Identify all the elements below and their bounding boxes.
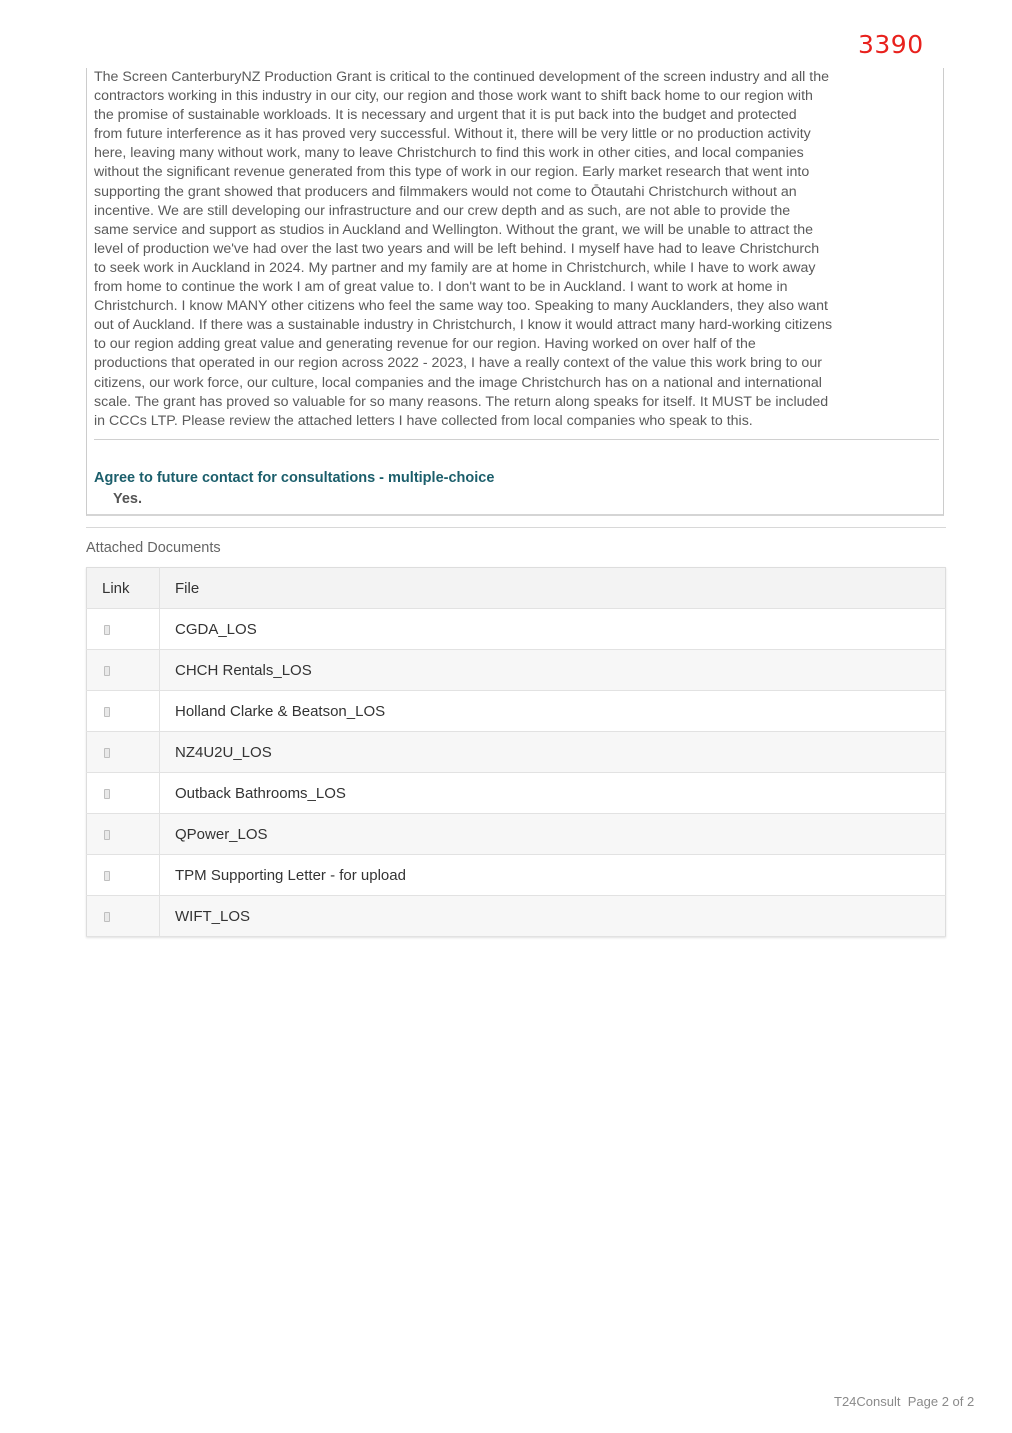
body-text-line: here, leaving many without work, many to leave Christchurch to find this work in other cities, and local companies xyxy=(94,145,804,162)
file-name: NZ4U2U_LOS xyxy=(160,732,946,773)
link-cell xyxy=(87,814,160,855)
table-row xyxy=(87,855,946,896)
body-text-line: from future interference as it has proved very successful. Without it, there will be very little or no production activity xyxy=(94,126,811,143)
file-icon[interactable] xyxy=(104,748,110,758)
body-text-line: without the significant revenue generated from this type of work in our region. Early market research that went into xyxy=(94,164,810,181)
file-icon[interactable] xyxy=(104,707,110,717)
body-text-line: The Screen CanterburyNZ Production Grant is critical to the continued development of the screen industry and all the xyxy=(94,69,829,85)
link-cell xyxy=(87,609,160,650)
file-name: CGDA_LOS xyxy=(160,609,946,650)
body-text-line: incentive. We are still developing our infrastructure and our crew depth and as such, are not able to provide the xyxy=(94,202,791,219)
inner-divider xyxy=(94,439,939,440)
file-icon[interactable] xyxy=(104,666,110,676)
table-row xyxy=(87,691,946,732)
attached-documents-table xyxy=(86,567,946,937)
link-cell xyxy=(87,773,160,814)
body-text-line: out of Auckland. If there was a sustainable industry in Christchurch, I know it would attract many hard-working citizens xyxy=(94,317,833,334)
link-cell xyxy=(87,650,160,691)
footer-page-label: Page 2 of 2 xyxy=(907,1394,975,1409)
file-name: Holland Clarke & Beatson_LOS xyxy=(160,691,946,732)
table-row xyxy=(87,732,946,773)
question-label: Agree to future contact for consultations - multiple-choice xyxy=(94,470,495,486)
submission-body-text xyxy=(94,68,864,431)
submission-response-box xyxy=(86,68,944,516)
body-text-line: same service and support as studios in Auckland and Wellington. Without the grant, we will be unable to attract the xyxy=(94,221,813,238)
body-text-line: the promise of sustainable workloads. It is necessary and urgent that it is put back into the budget and protected xyxy=(94,107,797,124)
body-text-line: contractors working in this industry in our city, our region and those work want to shift back home to our region with xyxy=(94,88,813,105)
body-text-line: supporting the grant showed that producers and filmmakers would not come to Ōtautahi Christchurch without an xyxy=(94,183,797,200)
body-text-line: in CCCs LTP. Please review the attached letters I have collected from local companies who speak to this. xyxy=(94,412,753,429)
page-footer xyxy=(834,1394,974,1409)
file-column-header: File xyxy=(160,568,946,609)
file-icon[interactable] xyxy=(104,830,110,840)
file-icon[interactable] xyxy=(104,625,110,635)
link-column-header: Link xyxy=(87,568,160,609)
page-number-stamp: 3390 xyxy=(858,30,924,59)
file-icon[interactable] xyxy=(104,789,110,799)
body-text-line: scale. The grant has proved so valuable for so many reasons. The return along speaks for itself. It MUST be included xyxy=(94,393,829,410)
link-cell xyxy=(87,732,160,773)
body-text-line: from home to continue the work I am of great value to. I don't want to be in Auckland. I want to work at home in xyxy=(94,279,788,296)
question-answer: Yes. xyxy=(113,491,143,507)
attached-documents-title: Attached Documents xyxy=(86,540,221,556)
section-divider xyxy=(86,527,946,528)
body-text-line: citizens, our work force, our culture, local companies and the image Christchurch has on a national and international xyxy=(94,374,822,391)
file-name: TPM Supporting Letter - for upload xyxy=(160,855,946,896)
table-row xyxy=(87,650,946,691)
file-name: QPower_LOS xyxy=(160,814,946,855)
file-name: Outback Bathrooms_LOS xyxy=(160,773,946,814)
table-row xyxy=(87,773,946,814)
body-text-line: productions that operated in our region across 2022 - 2023, I have a really context of the value this work bring to our xyxy=(94,355,822,372)
file-icon[interactable] xyxy=(104,871,110,881)
body-text-line: level of production we've had over the last two years and will be left behind. I myself have had to leave Christchurch xyxy=(94,240,820,257)
file-icon[interactable] xyxy=(104,912,110,922)
link-cell xyxy=(87,691,160,732)
file-name: WIFT_LOS xyxy=(160,896,946,937)
body-text-line: Christchurch. I know MANY other citizens who feel the same way too. Speaking to many Aucklanders, they also want xyxy=(94,298,828,315)
attached-documents-rows xyxy=(87,609,946,937)
table-row xyxy=(87,814,946,855)
body-text-line: to seek work in Auckland in 2024. My partner and my family are at home in Christchurch, while I have to work away xyxy=(94,259,816,276)
table-row xyxy=(87,896,946,937)
table-header-row xyxy=(87,568,946,609)
body-text-line: to our region adding great value and generating revenue for our region. Having worked on over half of the xyxy=(94,336,756,353)
footer-app-name: T24Consult xyxy=(834,1394,901,1409)
link-cell xyxy=(87,855,160,896)
file-name: CHCH Rentals_LOS xyxy=(160,650,946,691)
table-row xyxy=(87,609,946,650)
link-cell xyxy=(87,896,160,937)
